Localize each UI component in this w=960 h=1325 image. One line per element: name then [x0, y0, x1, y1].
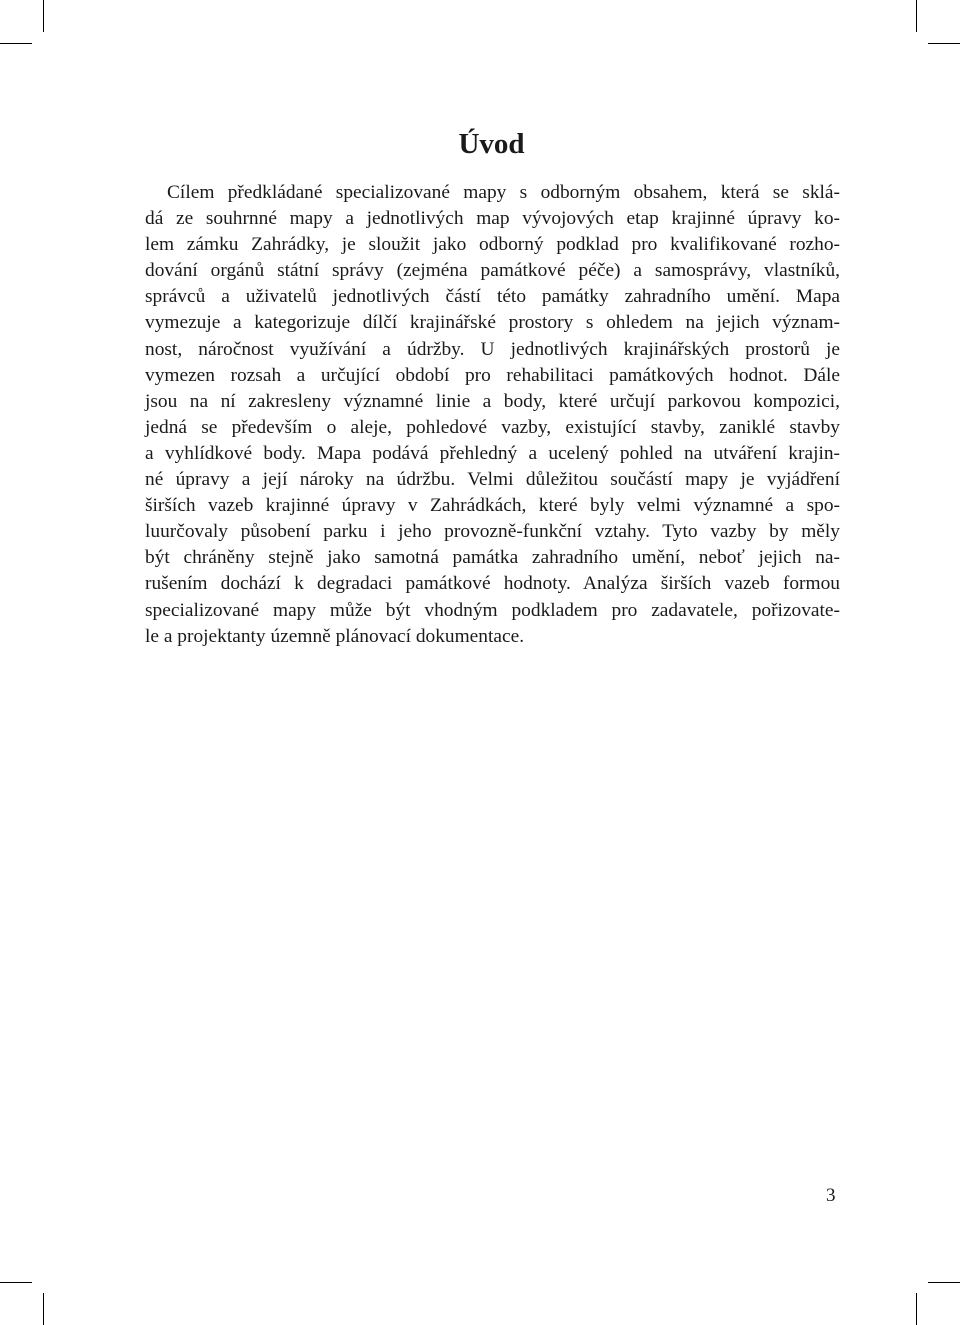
- paragraph-line: vymezen rozsah a určující období pro rehabilitaci památkových hodnot. Dále: [145, 364, 840, 386]
- paragraph-line: být chráněny stejně jako samotná památka zahradního umění, neboť jejich na-: [145, 547, 840, 569]
- paragraph-line: le a projektanty územně plánovací dokumentace.: [145, 625, 525, 647]
- paragraph-line: né úpravy a její nároky na údržbu. Velmi důležitou součástí mapy je vyjádření: [145, 469, 840, 491]
- paragraph-line: luurčovaly působení parku i jeho provozně-funkční vztahy. Tyto vazby by měly: [145, 521, 840, 543]
- page-number: 3: [826, 1185, 836, 1206]
- paragraph-line: Cílem předkládané specializované mapy s odborným obsahem, která se sklá-: [167, 182, 840, 203]
- paragraph-line: specializované mapy může být vhodným podkladem pro zadavatele, pořizovate-: [145, 599, 840, 621]
- paragraph-line: dá ze souhrnné mapy a jednotlivých map vývojových etap krajinné úpravy ko-: [145, 208, 840, 230]
- paragraph-line: vymezuje a kategorizuje dílčí krajinářské prostory s ohledem na jejich význam-: [145, 312, 840, 334]
- paragraph-line: rušením dochází k degradaci památkové hodnoty. Analýza širších vazeb formou: [145, 573, 840, 595]
- crop-mark-bottom-left-v: [43, 1293, 44, 1325]
- crop-mark-bottom-left-h: [0, 1282, 32, 1283]
- paragraph-line: širších vazeb krajinné úpravy v Zahrádkách, které byly velmi významné a spo-: [145, 495, 840, 517]
- crop-mark-top-right-v: [916, 0, 917, 32]
- paragraph-line: dování orgánů státní správy (zejména památkové péče) a samosprávy, vlastníků,: [145, 260, 840, 282]
- paragraph-line: jsou na ní zakresleny významné linie a body, které určují parkovou kompozici,: [145, 390, 840, 412]
- paragraph-line: správců a uživatelů jednotlivých částí této památky zahradního umění. Mapa: [145, 286, 840, 308]
- crop-mark-bottom-right-v: [916, 1293, 917, 1325]
- paragraph-line: nost, náročnost využívání a údržby. U jednotlivých krajinářských prostorů je: [145, 338, 840, 360]
- crop-mark-top-left-h: [0, 43, 32, 44]
- intro-paragraph: [145, 180, 840, 650]
- paragraph-line: a vyhlídkové body. Mapa podává přehledný a ucelený pohled na utváření krajin-: [145, 442, 840, 464]
- paragraph-line: jedná se především o aleje, pohledové vazby, existující stavby, zaniklé stavby: [145, 416, 840, 438]
- paragraph-line: lem zámku Zahrádky, je sloužit jako odborný podklad pro kvalifikované rozho-: [145, 234, 840, 256]
- crop-mark-bottom-right-h: [928, 1282, 960, 1283]
- page-title: Úvod: [458, 128, 525, 160]
- crop-mark-top-right-h: [928, 43, 960, 44]
- crop-mark-top-left-v: [43, 0, 44, 32]
